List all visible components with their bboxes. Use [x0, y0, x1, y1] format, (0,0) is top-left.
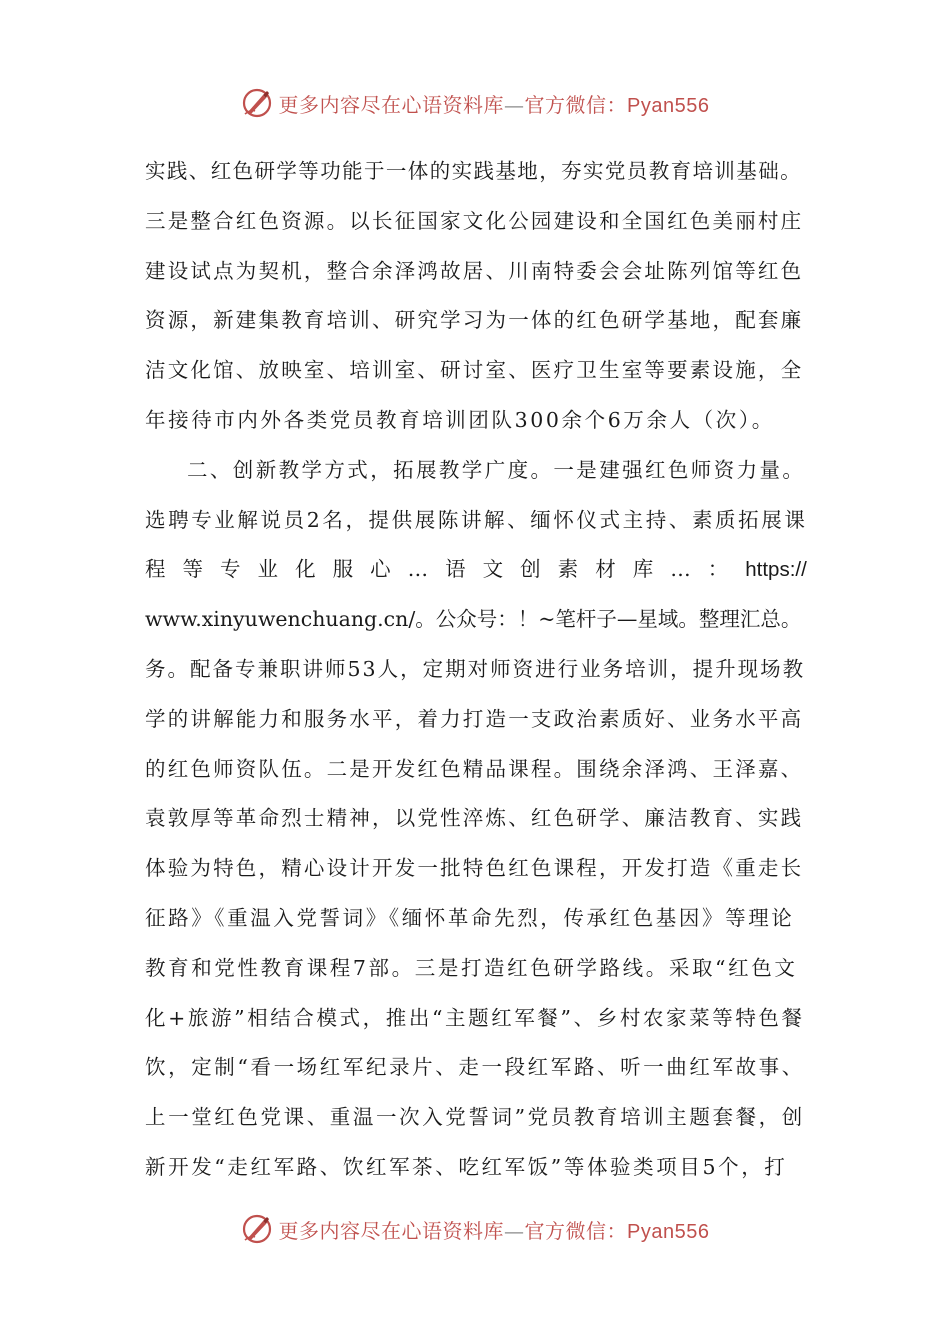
header-banner [0, 83, 950, 123]
body-line: 的红色师资队伍。二是开发红色精品课程。围绕余泽鸿、王泽嘉、 [145, 756, 804, 781]
spaced-token: 专 [220, 557, 241, 582]
spaced-token: 素 [557, 557, 579, 582]
spaced-token: 等 [182, 557, 204, 582]
body-line: 洁文化馆、放映室、培训室、研讨室、医疗卫生室等要素设施，全 [145, 358, 804, 383]
body-line: 务。配备专兼职讲师53人，定期对师资进行业务培训，提升现场教 [145, 656, 806, 681]
body-line: 资源，新建集教育培训、研究学习为一体的红色研学基地，配套廉 [145, 308, 804, 333]
spaced-token: 业 [257, 557, 279, 582]
pen-logo-icon [241, 87, 273, 119]
spaced-token: 库 [632, 557, 654, 582]
paragraph-start-line: 二、创新教学方式，拓展教学广度。一是建强红色师资力量。 [187, 457, 806, 482]
url-line: www.xinyuwenchuang.cn/。公众号：！~笔杆子—星域。整理汇总。 [145, 607, 802, 632]
body-line: 化+旅游”相结合模式，推出“主题红军餐”、乡村农家菜等特色餐 [145, 1005, 805, 1030]
spaced-token: 心 [370, 557, 391, 582]
banner-title: 更多内容尽在心语资料库—官方微信：Pyan556 [278, 1218, 710, 1243]
body-line: 袁敦厚等革命烈士精神，以党性淬炼、红色研学、廉洁教育、实践 [145, 806, 804, 831]
spaced-token: 创 [520, 557, 541, 582]
body-line: 教育和党性教育课程7部。三是打造红色研学路线。采取“红色文 [145, 955, 798, 980]
pen-logo-icon [241, 1213, 273, 1245]
footer-banner [0, 1209, 950, 1249]
body-line: 上一堂红色党课、重温一次入党誓词”党员教育培训主题套餐，创 [145, 1105, 805, 1130]
spaced-token: … [670, 557, 691, 582]
body-line: 学的讲解能力和服务水平，着力打造一支政治素质好、业务水平高 [145, 706, 804, 731]
body-line: 建设试点为契机，整合余泽鸿故居、川南特委会会址陈列馆等红色 [145, 258, 804, 283]
body-line: 实践、红色研学等功能于一体的实践基地，夯实党员教育培训基础。 [145, 159, 802, 183]
body-line: 征路》《重温入党誓词》《缅怀革命先烈，传承红色基因》等理论 [145, 905, 795, 930]
body-line: 新开发“走红军路、饮红军茶、吃红军饭”等体验类项目5个，打 [145, 1154, 788, 1179]
body-line: 饮，定制“看一场红军纪录片、走一段红军路、听一曲红军故事、 [145, 1055, 805, 1080]
document-body [145, 147, 807, 1193]
body-line: 年接待市内外各类党员教育培训团队300余个6万余人（次）。 [145, 407, 775, 432]
spaced-token: 材 [595, 557, 616, 582]
spaced-token: 语 [445, 557, 466, 582]
banner-title: 更多内容尽在心语资料库—官方微信：Pyan556 [278, 92, 710, 117]
body-line: 三是整合红色资源。以长征国家文化公园建设和全国红色美丽村庄 [145, 208, 804, 233]
spaced-token: 化 [295, 557, 316, 582]
spaced-token: … [407, 557, 429, 582]
spaced-token: 程 [145, 557, 166, 582]
body-line: 选聘专业解说员2名，提供展陈讲解、缅怀仪式主持、素质拓展课 [145, 507, 808, 532]
spaced-token: https:// [745, 558, 807, 582]
body-line: 体验为特色，精心设计开发一批特色红色课程，开发打造《重走长 [145, 856, 804, 881]
spaced-line [145, 545, 807, 595]
spaced-token: ： [707, 557, 729, 582]
spaced-token: 服 [332, 557, 354, 582]
spaced-token: 文 [482, 557, 504, 582]
